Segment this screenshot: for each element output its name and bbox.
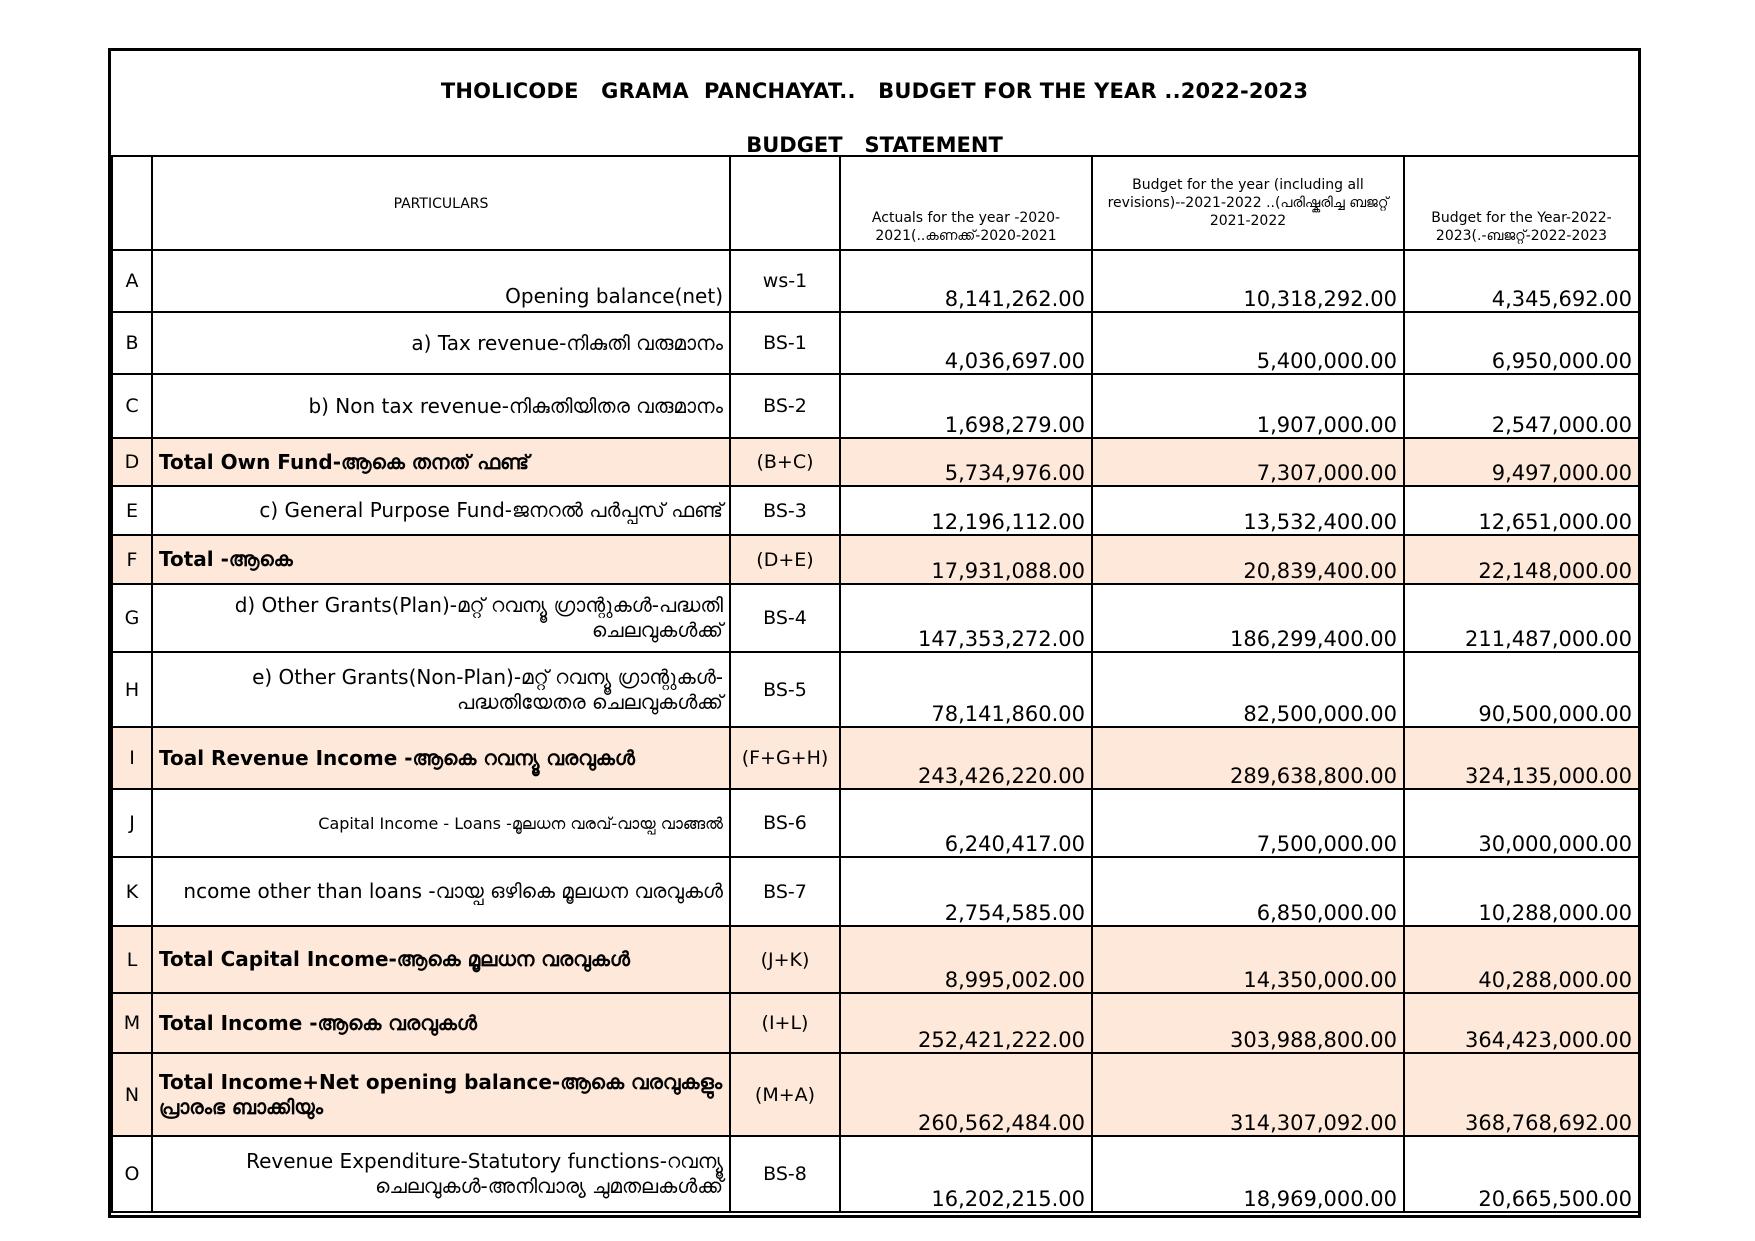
header-actuals: Actuals for the year -2020-2021(..കണക്ക്-2020-2021	[840, 156, 1092, 250]
document-subtitle: BUDGET STATEMENT	[746, 133, 1003, 157]
row-code: G	[112, 584, 152, 652]
header-budget-revised: Budget for the year (including all revisions)--2021-2022 ..(പരിഷ്കരിച്ച ബജറ്റ് 2021-2022	[1092, 156, 1404, 250]
row-particulars: d) Other Grants(Plan)-മറ്റ് റവന്യൂ ഗ്രാന്റുകൾ-പദ്ധതി ചെലവുകൾക്ക്	[152, 584, 730, 652]
header-row	[112, 156, 1639, 250]
table-row	[112, 789, 1639, 857]
row-actual: 16,202,215.00	[840, 1136, 1092, 1212]
table-row-total	[112, 727, 1639, 789]
table-row-total	[112, 926, 1639, 993]
table-row-total	[112, 993, 1639, 1053]
row-particulars: a) Tax revenue-നികുതി വരുമാനം	[152, 312, 730, 374]
row-code: E	[112, 486, 152, 535]
row-particulars: Capital Income - Loans -മൂലധന വരവ്-വായ്പ വാങ്ങൽ	[152, 789, 730, 857]
row-ref: BS-3	[730, 486, 840, 535]
row-budget-revised: 1,907,000.00	[1092, 374, 1404, 438]
row-budget-next: 4,345,692.00	[1404, 250, 1639, 312]
row-actual: 1,698,279.00	[840, 374, 1092, 438]
row-budget-revised: 7,307,000.00	[1092, 438, 1404, 486]
row-particulars: Total Capital Income-ആകെ മൂലധന വരവുകൾ	[152, 926, 730, 993]
table-row-total	[112, 1053, 1639, 1136]
row-particulars: ncome other than loans -വായ്പ ഒഴികെ മൂലധന വരവുകൾ	[152, 857, 730, 926]
table-row	[112, 486, 1639, 535]
title-block	[111, 51, 1638, 157]
header-ref	[730, 156, 840, 250]
row-particulars: Toal Revenue Income -ആകെ റവന്യൂ വരവുകൾ	[152, 727, 730, 789]
row-budget-revised: 5,400,000.00	[1092, 312, 1404, 374]
row-actual: 8,141,262.00	[840, 250, 1092, 312]
row-ref: BS-6	[730, 789, 840, 857]
row-budget-revised: 6,850,000.00	[1092, 857, 1404, 926]
row-code: C	[112, 374, 152, 438]
row-particulars: Total Own Fund-ആകെ തനത് ഫണ്ട്	[152, 438, 730, 486]
row-actual: 147,353,272.00	[840, 584, 1092, 652]
row-particulars: Revenue Expenditure-Statutory functions-റവന്യൂ ചെലവുകൾ-അനിവാര്യ ചുമതലകൾക്ക്	[152, 1136, 730, 1212]
row-actual: 12,196,112.00	[840, 486, 1092, 535]
table-row	[112, 250, 1639, 312]
row-ref: (F+G+H)	[730, 727, 840, 789]
header-budget-next: Budget for the Year-2022-2023(.-ബജറ്റ്-2022-2023	[1404, 156, 1639, 250]
row-code: N	[112, 1053, 152, 1136]
row-budget-next: 9,497,000.00	[1404, 438, 1639, 486]
table-row	[112, 1136, 1639, 1212]
budget-table	[111, 155, 1640, 1213]
row-ref: BS-8	[730, 1136, 840, 1212]
row-budget-next: 324,135,000.00	[1404, 727, 1639, 789]
document-title: THOLICODE GRAMA PANCHAYAT.. BUDGET FOR THE YEAR ..2022-2023	[440, 79, 1309, 103]
row-budget-revised: 13,532,400.00	[1092, 486, 1404, 535]
row-code: J	[112, 789, 152, 857]
row-ref: (B+C)	[730, 438, 840, 486]
row-ref: BS-7	[730, 857, 840, 926]
row-budget-revised: 10,318,292.00	[1092, 250, 1404, 312]
row-actual: 8,995,002.00	[840, 926, 1092, 993]
table-row	[112, 312, 1639, 374]
table-row-total	[112, 438, 1639, 486]
row-code: D	[112, 438, 152, 486]
row-budget-next: 364,423,000.00	[1404, 993, 1639, 1053]
row-budget-revised: 289,638,800.00	[1092, 727, 1404, 789]
table-row	[112, 652, 1639, 727]
row-particulars: Opening balance(net)	[152, 250, 730, 312]
row-ref: BS-5	[730, 652, 840, 727]
row-actual: 2,754,585.00	[840, 857, 1092, 926]
row-budget-next: 12,651,000.00	[1404, 486, 1639, 535]
row-code: L	[112, 926, 152, 993]
row-code: H	[112, 652, 152, 727]
row-code: I	[112, 727, 152, 789]
row-particulars: Total Income+Net opening balance-ആകെ വരവുകളും പ്രാരംഭ ബാക്കിയും	[152, 1053, 730, 1136]
row-ref: BS-2	[730, 374, 840, 438]
row-budget-next: 10,288,000.00	[1404, 857, 1639, 926]
row-budget-next: 368,768,692.00	[1404, 1053, 1639, 1136]
row-ref: BS-4	[730, 584, 840, 652]
row-budget-revised: 18,969,000.00	[1092, 1136, 1404, 1212]
row-ref: (I+L)	[730, 993, 840, 1053]
row-code: O	[112, 1136, 152, 1212]
row-budget-revised: 82,500,000.00	[1092, 652, 1404, 727]
table-row	[112, 857, 1639, 926]
row-ref: (M+A)	[730, 1053, 840, 1136]
row-actual: 6,240,417.00	[840, 789, 1092, 857]
header-particulars: PARTICULARS	[152, 156, 730, 250]
row-actual: 5,734,976.00	[840, 438, 1092, 486]
row-ref: (J+K)	[730, 926, 840, 993]
row-budget-revised: 7,500,000.00	[1092, 789, 1404, 857]
table-row-total	[112, 535, 1639, 584]
row-budget-revised: 14,350,000.00	[1092, 926, 1404, 993]
budget-sheet	[108, 48, 1641, 1218]
row-code: F	[112, 535, 152, 584]
row-ref: BS-1	[730, 312, 840, 374]
row-particulars: Total -ആകെ	[152, 535, 730, 584]
row-budget-next: 90,500,000.00	[1404, 652, 1639, 727]
row-budget-next: 6,950,000.00	[1404, 312, 1639, 374]
header-code	[112, 156, 152, 250]
row-particulars: e) Other Grants(Non-Plan)-മറ്റ് റവന്യൂ ഗ്രാന്റുകൾ-പദ്ധതിയേതര ചെലവുകൾക്ക്	[152, 652, 730, 727]
row-budget-revised: 186,299,400.00	[1092, 584, 1404, 652]
row-budget-next: 22,148,000.00	[1404, 535, 1639, 584]
row-budget-revised: 20,839,400.00	[1092, 535, 1404, 584]
row-code: M	[112, 993, 152, 1053]
row-particulars: Total Income -ആകെ വരവുകൾ	[152, 993, 730, 1053]
row-ref: ws-1	[730, 250, 840, 312]
row-ref: (D+E)	[730, 535, 840, 584]
row-code: B	[112, 312, 152, 374]
row-actual: 260,562,484.00	[840, 1053, 1092, 1136]
row-particulars: c) General Purpose Fund-ജനറൽ പർപ്പസ് ഫണ്ട്	[152, 486, 730, 535]
table-row	[112, 374, 1639, 438]
row-actual: 243,426,220.00	[840, 727, 1092, 789]
row-budget-next: 20,665,500.00	[1404, 1136, 1639, 1212]
row-particulars: b) Non tax revenue-നികുതിയിതര വരുമാനം	[152, 374, 730, 438]
row-actual: 4,036,697.00	[840, 312, 1092, 374]
row-budget-revised: 303,988,800.00	[1092, 993, 1404, 1053]
row-actual: 17,931,088.00	[840, 535, 1092, 584]
table-row	[112, 584, 1639, 652]
row-budget-next: 2,547,000.00	[1404, 374, 1639, 438]
row-code: A	[112, 250, 152, 312]
row-budget-revised: 314,307,092.00	[1092, 1053, 1404, 1136]
row-budget-next: 30,000,000.00	[1404, 789, 1639, 857]
row-budget-next: 40,288,000.00	[1404, 926, 1639, 993]
row-code: K	[112, 857, 152, 926]
row-actual: 252,421,222.00	[840, 993, 1092, 1053]
row-actual: 78,141,860.00	[840, 652, 1092, 727]
row-budget-next: 211,487,000.00	[1404, 584, 1639, 652]
